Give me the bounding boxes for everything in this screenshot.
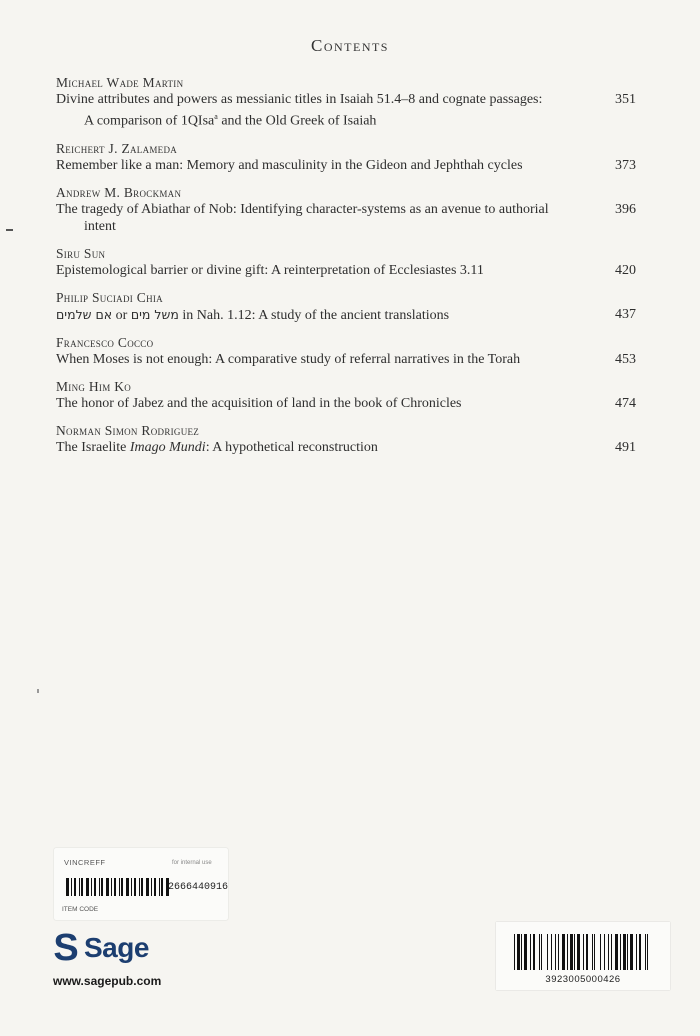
toc-entry: [56, 422, 636, 456]
barcode-stripe: [592, 934, 593, 970]
barcode-stripe: [541, 934, 542, 970]
entry-title-or: or: [112, 307, 131, 323]
sage-logo-icon: S: [53, 926, 79, 969]
barcode-stripe: [567, 934, 568, 970]
sticker-item-label: ITEM CODE: [62, 906, 99, 913]
entry-row: [56, 91, 636, 130]
toc-entry: [56, 140, 636, 174]
sage-logo-text: Sage: [84, 932, 149, 963]
barcode-stripe: [530, 934, 531, 970]
barcode-stripe: [636, 934, 637, 970]
barcode-stripe: [91, 878, 92, 896]
sage-logo: [52, 926, 149, 969]
entry-title-text-end: in Nah. 1.12: A study of the ancient translations: [178, 307, 450, 323]
entry-page: 351: [615, 92, 636, 107]
entry-title-text: Divine attributes and powers as messianic titles in Isaiah 51.4–8 and cognate passages: A comparison of 1QIsa: [56, 92, 543, 129]
barcode-stripe: [547, 934, 548, 970]
entry-title-italic: Imago Mundi: [129, 439, 206, 455]
entry-author: Ming Him Ko: [56, 378, 132, 394]
entry-author: Michael Wade Martin: [56, 75, 184, 90]
barcode-stripe: [514, 934, 515, 970]
entry-row: [56, 262, 636, 279]
barcode-stripe: [134, 878, 136, 896]
entry-page: 396: [615, 201, 636, 217]
sticker-code: VINCREFF: [64, 858, 106, 867]
entry-row: [56, 439, 636, 456]
entry-page: 420: [615, 262, 636, 278]
barcode-icon: [514, 934, 654, 970]
barcode-stripe: [577, 934, 580, 970]
entry-title-hebrew: אם שלמים: [56, 306, 113, 322]
entry-title-text-end: : A hypothetical reconstruction: [205, 439, 378, 455]
barcode-stripe: [121, 878, 123, 896]
barcode-stripe: [623, 934, 626, 970]
barcode-stripe: [615, 934, 618, 970]
publisher-url[interactable]: www.sagepub.com: [53, 974, 162, 988]
entry-page: 453: [615, 351, 636, 367]
sticker-number: 2666440916: [168, 882, 229, 893]
barcode-stripe: [74, 878, 76, 896]
entry-title[interactable]: Epistemological barrier or divine gift: A reinterpretation of Ecclesiastes 3.11: [56, 262, 484, 278]
contents-heading: Contents: [310, 36, 389, 55]
barcode-stripe: [66, 878, 69, 896]
barcode-stripe: [594, 934, 595, 970]
entry-page: 437: [615, 306, 636, 322]
barcode-stripe: [586, 934, 588, 970]
toc-entry: [56, 74, 636, 130]
barcode-stripe: [81, 878, 83, 896]
entry-author: Reichert J. Zalameda: [56, 140, 178, 156]
barcode-stripe: [131, 878, 132, 896]
entry-title[interactable]: Remember like a man: Memory and masculinity in the Gideon and Jephthah cycles: [56, 157, 523, 173]
entry-author: Siru Sun: [56, 245, 106, 261]
barcode-number: 3923005000426: [545, 974, 621, 985]
isbn-barcode: [496, 922, 670, 990]
barcode-stripe: [139, 878, 140, 896]
entry-author: Norman Simon Rodriguez: [56, 422, 200, 438]
barcode-stripe: [570, 934, 573, 970]
barcode-stripe: [533, 934, 535, 970]
barcode-stripe: [558, 934, 559, 970]
entry-author: Francesco Cocco: [56, 334, 154, 350]
inventory-sticker: [54, 848, 228, 920]
barcode-stripe: [562, 934, 565, 970]
barcode-stripe: [639, 934, 641, 970]
barcode-stripe: [521, 934, 522, 970]
entry-row: [56, 395, 636, 412]
entry-title[interactable]: [56, 439, 554, 456]
barcode-stripe: [151, 878, 152, 896]
barcode-stripe: [99, 878, 100, 896]
entry-row: [56, 157, 636, 174]
barcode-stripe: [604, 934, 605, 970]
stray-mark: [6, 229, 13, 231]
barcode-stripe: [119, 878, 120, 896]
entry-row: [56, 306, 636, 324]
entry-title[interactable]: [56, 306, 554, 324]
entry-page: 491: [615, 439, 636, 455]
barcode-stripe: [94, 878, 96, 896]
barcode-stripe: [111, 878, 112, 896]
entry-title-hebrew: משל מים: [130, 306, 179, 322]
sticker-note: for internal use: [172, 860, 212, 866]
barcode-stripe: [539, 934, 540, 970]
barcode-stripe: [645, 934, 646, 970]
toc-entry: [56, 378, 636, 412]
entry-author: Andrew M. Brockman: [56, 184, 182, 200]
barcode-stripe: [146, 878, 149, 896]
barcode-stripe: [86, 878, 89, 896]
barcode-stripe: [159, 878, 160, 896]
toc-entry: [56, 184, 636, 235]
barcode-stripe: [600, 934, 601, 970]
entry-title-text-end: and the Old Greek of Isaiah: [217, 113, 377, 129]
barcode-stripe: [524, 934, 527, 970]
entry-title[interactable]: The tragedy of Abiathar of Nob: Identifying character-systems as an avenue to authorial intent: [56, 201, 549, 234]
barcode-stripe: [71, 878, 72, 896]
barcode-stripe: [611, 934, 612, 970]
toc-entry: [56, 245, 636, 279]
barcode-stripe: [101, 878, 103, 896]
barcode-stripe: [106, 878, 109, 896]
barcode-stripe: [154, 878, 156, 896]
entry-title[interactable]: [56, 91, 554, 130]
toc-entry: [56, 289, 636, 324]
entry-author: Philip Suciadi Chia: [56, 289, 163, 305]
barcode-stripe: [620, 934, 621, 970]
barcode-stripe: [647, 934, 648, 970]
sticker-barcode: [66, 878, 170, 896]
barcode-stripe: [551, 934, 552, 970]
barcode-stripe: [627, 934, 628, 970]
barcode-stripe: [630, 934, 633, 970]
barcode-stripe: [161, 878, 163, 896]
barcode-stripe: [79, 878, 80, 896]
entry-title[interactable]: The honor of Jabez and the acquisition of land in the book of Chronicles: [56, 395, 462, 411]
entry-title-text: The Israelite: [56, 439, 130, 455]
toc-entry: [56, 334, 636, 368]
entry-page: 373: [615, 157, 636, 173]
barcode-stripe: [555, 934, 556, 970]
barcode-stripe: [574, 934, 575, 970]
entry-title[interactable]: When Moses is not enough: A comparative study of referral narratives in the Torah: [56, 351, 521, 367]
barcode-stripe: [517, 934, 520, 970]
stray-mark: [37, 689, 39, 693]
barcode-stripe: [114, 878, 116, 896]
barcode-stripe: [141, 878, 143, 896]
entry-row: [56, 201, 636, 235]
barcode-stripe: [608, 934, 609, 970]
barcode-stripe: [583, 934, 584, 970]
entry-page: 474: [615, 395, 636, 411]
entry-row: [56, 351, 636, 368]
entry-title-superscript: a: [214, 112, 218, 121]
barcode-stripe: [126, 878, 129, 896]
table-of-contents: [56, 74, 636, 466]
